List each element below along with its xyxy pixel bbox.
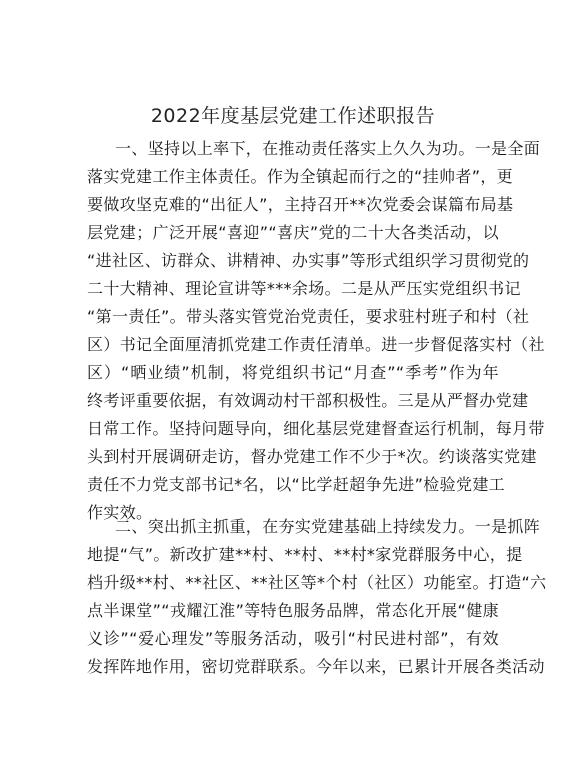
- paragraph-line: 作实效。: [87, 503, 153, 522]
- paragraph-line: “进社区、访群众、讲精神、办实事”等形式组织学习贯彻党的: [87, 251, 530, 270]
- paragraph-line: 档升级**村、**社区、**社区等*个村（社区）功能室。打造“六: [87, 573, 547, 592]
- paragraph-line: 发挥阵地作用，密切党群联系。今年以来，已累计开展各类活动: [87, 657, 545, 676]
- paragraph-line: 终考评重要依据，有效调动村干部积极性。三是从严督办党建: [87, 391, 529, 410]
- paragraph-line: 区）书记全面厘清抓党建工作责任清单。进一步督促落实村（社: [87, 335, 545, 354]
- paragraph-line: 地提“气”。新改扩建**村、**村、**村*家党群服务中心，提: [87, 545, 523, 564]
- paragraph-line: “第一责任”。带头落实管党治党责任，要求驻村班子和村（社: [87, 307, 530, 326]
- paragraph-line: 义诊”“爱心理发”等服务活动，吸引“村民进村部”，有效: [87, 629, 499, 648]
- document-title: 2022年度基层党建工作述职报告: [150, 105, 436, 127]
- paragraph-line: 二、突出抓主抓重，在夯实党建基础上持续发力。一是抓阵: [115, 517, 541, 536]
- paragraph-line: 区）“晒业绩”机制，将党组织书记“月查”“季考”作为年: [87, 363, 499, 382]
- paragraph-2: [87, 513, 547, 681]
- paragraph-line: 日常工作。坚持问题导向，细化基层党建督查运行机制，每月带: [87, 419, 545, 438]
- paragraph-line: 责任不力党支部书记*名，以“比学赶超争先进”检验党建工: [87, 475, 506, 494]
- paragraph-line: 落实党建工作主体责任。作为全镇起而行之的“挂帅者”，更: [87, 167, 514, 186]
- paragraph-line: 二十大精神、理论宣讲等***余场。二是从严压实党组织书记: [87, 279, 521, 298]
- paragraph-line: 头到村开展调研走访，督办党建工作不少于*次。约谈落实党建: [87, 447, 537, 466]
- paragraph-line: 要做攻坚克难的“出征人”，主持召开**次党委会谋篇布局基: [87, 195, 514, 214]
- paragraph-line: 一、坚持以上率下，在推动责任落实上久久为功。一是全面: [115, 139, 541, 158]
- paragraph-line: 点半课堂”“戎耀江淮”等特色服务品牌，常态化开展“健康: [87, 601, 499, 620]
- paragraph-line: 层党建；广泛开展“喜迎”“喜庆”党的二十大各类活动，以: [87, 223, 499, 242]
